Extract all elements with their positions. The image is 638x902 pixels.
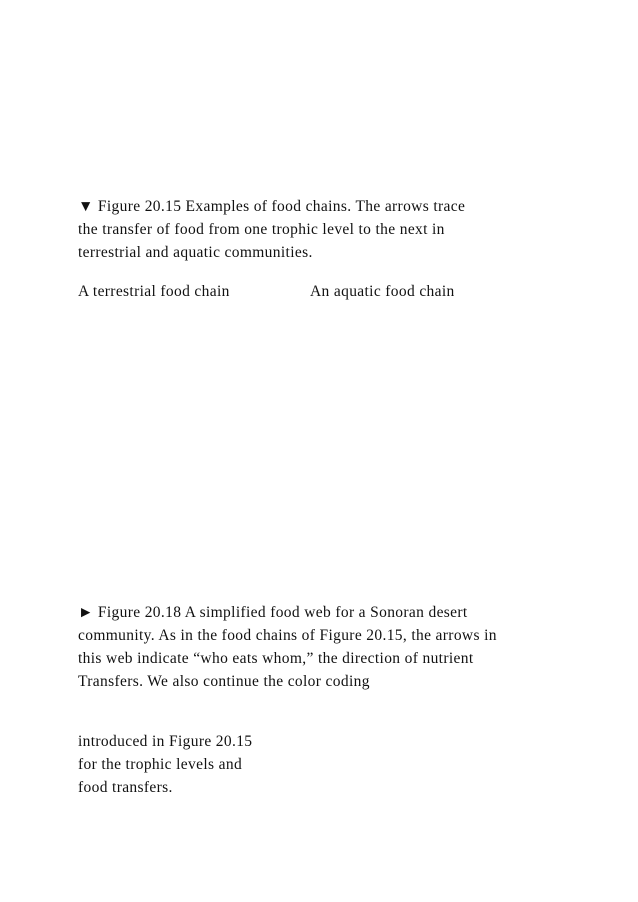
caption-line: Transfers. We also continue the color coding <box>78 673 370 690</box>
terrestrial-food-chain-label: A terrestrial food chain <box>78 283 230 300</box>
note-line: food transfers. <box>78 779 173 796</box>
caption-line: community. As in the food chains of Figure 20.15, the arrows in <box>78 627 497 644</box>
caption-line: ▼ Figure 20.15 Examples of food chains. The arrows trace <box>78 198 466 215</box>
caption-line: the transfer of food from one trophic level to the next in <box>78 221 445 238</box>
note-line: for the trophic levels and <box>78 756 243 773</box>
note-line: introduced in Figure 20.15 <box>78 733 253 750</box>
caption-line: terrestrial and aquatic communities. <box>78 244 313 261</box>
caption-line: ► Figure 20.18 A simplified food web for a Sonoran desert <box>78 604 468 621</box>
caption-line: this web indicate “who eats whom,” the direction of nutrient <box>78 650 474 667</box>
aquatic-food-chain-label: An aquatic food chain <box>310 283 455 300</box>
